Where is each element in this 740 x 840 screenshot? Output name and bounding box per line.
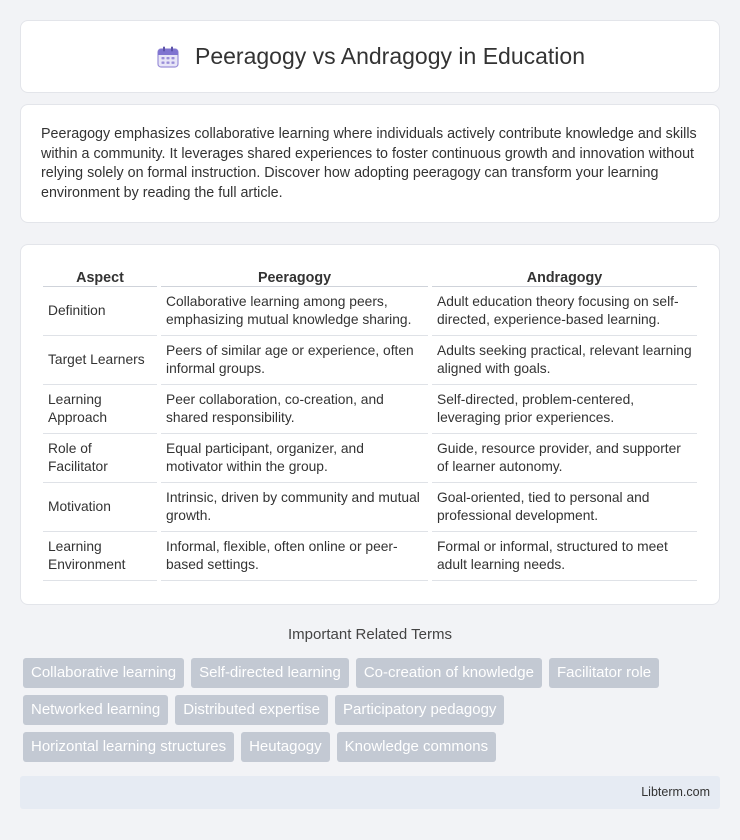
cell-andragogy: Self-directed, problem-centered, leveraging prior experiences. (432, 385, 697, 434)
related-terms-list (23, 658, 723, 769)
related-term-tag[interactable]: Horizontal learning structures (23, 732, 234, 762)
cell-aspect: Learning Approach (43, 385, 157, 434)
related-term-tag[interactable]: Facilitator role (549, 658, 659, 688)
table-row (43, 287, 697, 336)
cell-andragogy: Guide, resource provider, and supporter of learner autonomy. (432, 434, 697, 483)
cell-peeragogy: Informal, flexible, often online or peer-based settings. (161, 532, 428, 581)
footer (20, 776, 720, 809)
header-peeragogy: Peeragogy (161, 265, 428, 287)
cell-aspect: Motivation (43, 483, 157, 532)
table-row (43, 385, 697, 434)
table-row (43, 532, 697, 581)
cell-peeragogy: Peer collaboration, co-creation, and shared responsibility. (161, 385, 428, 434)
cell-peeragogy: Peers of similar age or experience, often informal groups. (161, 336, 428, 385)
cell-andragogy: Adult education theory focusing on self-directed, experience-based learning. (432, 287, 697, 336)
footer-site-link[interactable]: Libterm.com (641, 785, 710, 799)
cell-andragogy: Adults seeking practical, relevant learning aligned with goals. (432, 336, 697, 385)
cell-andragogy: Formal or informal, structured to meet adult learning needs. (432, 532, 697, 581)
cell-aspect: Definition (43, 287, 157, 336)
header-andragogy: Andragogy (432, 265, 697, 287)
related-term-tag[interactable]: Co-creation of knowledge (356, 658, 542, 688)
page-title: Peeragogy vs Andragogy in Education (195, 43, 585, 69)
cell-peeragogy: Collaborative learning among peers, emphasizing mutual knowledge sharing. (161, 287, 428, 336)
related-term-tag[interactable]: Networked learning (23, 695, 168, 725)
intro-card (20, 104, 720, 223)
cell-peeragogy: Intrinsic, driven by community and mutual growth. (161, 483, 428, 532)
cell-aspect: Role of Facilitator (43, 434, 157, 483)
related-term-tag[interactable]: Heutagogy (241, 732, 330, 762)
related-term-tag[interactable]: Collaborative learning (23, 658, 184, 688)
table-row (43, 434, 697, 483)
related-term-tag[interactable]: Distributed expertise (175, 695, 328, 725)
intro-text: Peeragogy emphasizes collaborative learning where individuals actively contribute knowledge and skills within a community. It leverages shared experiences to foster continuous growth and innovation without relying solely on formal instruction. Discover how adopting peeragogy can transform your learning environment by reading the full article. (41, 126, 697, 201)
cell-peeragogy: Equal participant, organizer, and motivator within the group. (161, 434, 428, 483)
header-card (20, 20, 720, 93)
related-term-tag[interactable]: Knowledge commons (337, 732, 496, 762)
related-term-tag[interactable]: Participatory pedagogy (335, 695, 504, 725)
related-term-tag[interactable]: Self-directed learning (191, 658, 349, 688)
cell-aspect: Learning Environment (43, 532, 157, 581)
table-header-row (43, 265, 697, 287)
cell-andragogy: Goal-oriented, tied to personal and professional development. (432, 483, 697, 532)
comparison-table (39, 265, 701, 581)
calendar-icon (155, 44, 181, 70)
comparison-table-card (20, 244, 720, 605)
header-aspect: Aspect (43, 265, 157, 287)
cell-aspect: Target Learners (43, 336, 157, 385)
table-row (43, 336, 697, 385)
related-terms-title: Important Related Terms (288, 626, 452, 643)
table-row (43, 483, 697, 532)
